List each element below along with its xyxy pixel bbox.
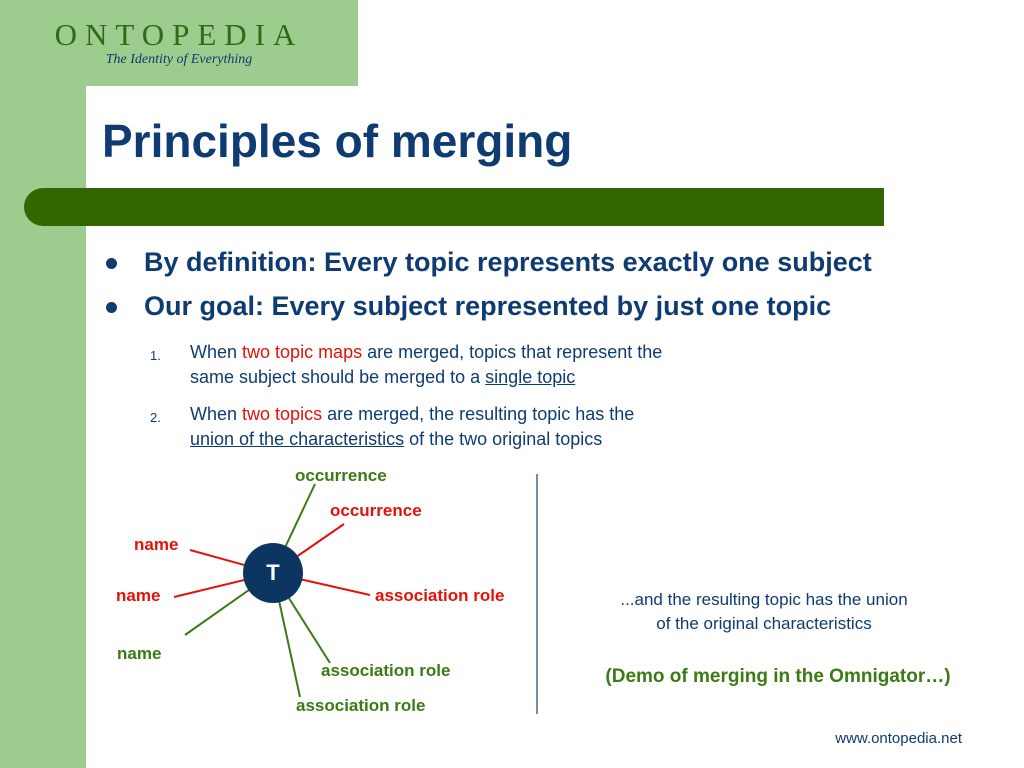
union-caption-line: ...and the resulting topic has the union: [620, 590, 908, 609]
association-role-label-green: association role: [296, 696, 426, 715]
footer-url: www.ontopedia.net: [835, 730, 962, 747]
bullet-dot-icon: [106, 258, 117, 269]
bullet-list: [106, 246, 872, 334]
item-underlined: single topic: [485, 367, 576, 387]
logo-tagline: The Identity of Everything: [105, 52, 253, 67]
item-highlight: two topics: [242, 404, 323, 424]
item-text: When: [190, 404, 243, 424]
item-line: [190, 340, 662, 365]
topic-merge-diagram: [100, 460, 540, 730]
item-text: are merged, the resulting topic has the: [322, 404, 635, 424]
bullet-text: By definition: Every topic represents exactly one subject: [144, 247, 872, 277]
union-caption-line: of the original characteristics: [656, 614, 872, 633]
item-line: [190, 427, 662, 452]
name-label-red: name: [134, 535, 179, 554]
logo-name: ONTOPEDIA: [54, 17, 304, 52]
bullet-text: Our goal: Every subject represented by just one topic: [144, 291, 832, 321]
numbered-item: [150, 402, 662, 452]
item-line: [190, 402, 662, 427]
bullet-dot-icon: [106, 302, 117, 313]
numbered-list: [150, 340, 662, 464]
topic-node: T: [243, 543, 303, 603]
demo-link-text: (Demo of merging in the Omnigator…): [605, 666, 951, 687]
numbered-item: [150, 340, 662, 390]
item-underlined: union of the characteristics: [190, 429, 405, 449]
name-label-green: name: [117, 644, 162, 663]
item-text: of the two original topics: [404, 429, 603, 449]
bullet-item: [106, 246, 872, 290]
association-role-label-red: association role: [375, 586, 505, 605]
item-number: 2.: [150, 410, 161, 425]
vertical-divider: [536, 474, 538, 714]
occurrence-label-red: occurrence: [330, 501, 422, 520]
name-label-red: name: [116, 586, 161, 605]
logo: [48, 18, 310, 68]
title-underline-bar: [24, 188, 884, 226]
left-green-band: [0, 0, 86, 768]
association-role-label-green: association role: [321, 661, 451, 680]
occurrence-label: occurrence: [295, 466, 387, 485]
item-text: When: [190, 342, 243, 362]
item-number: 1.: [150, 348, 161, 363]
item-text: are merged, topics that represent the: [362, 342, 663, 362]
item-highlight: two topic maps: [242, 342, 363, 362]
slide-title: Principles of merging: [102, 115, 573, 167]
union-caption: [574, 588, 954, 636]
item-line: [190, 365, 662, 390]
item-text: same subject should be merged to a: [190, 367, 486, 387]
bullet-item: [106, 290, 872, 334]
